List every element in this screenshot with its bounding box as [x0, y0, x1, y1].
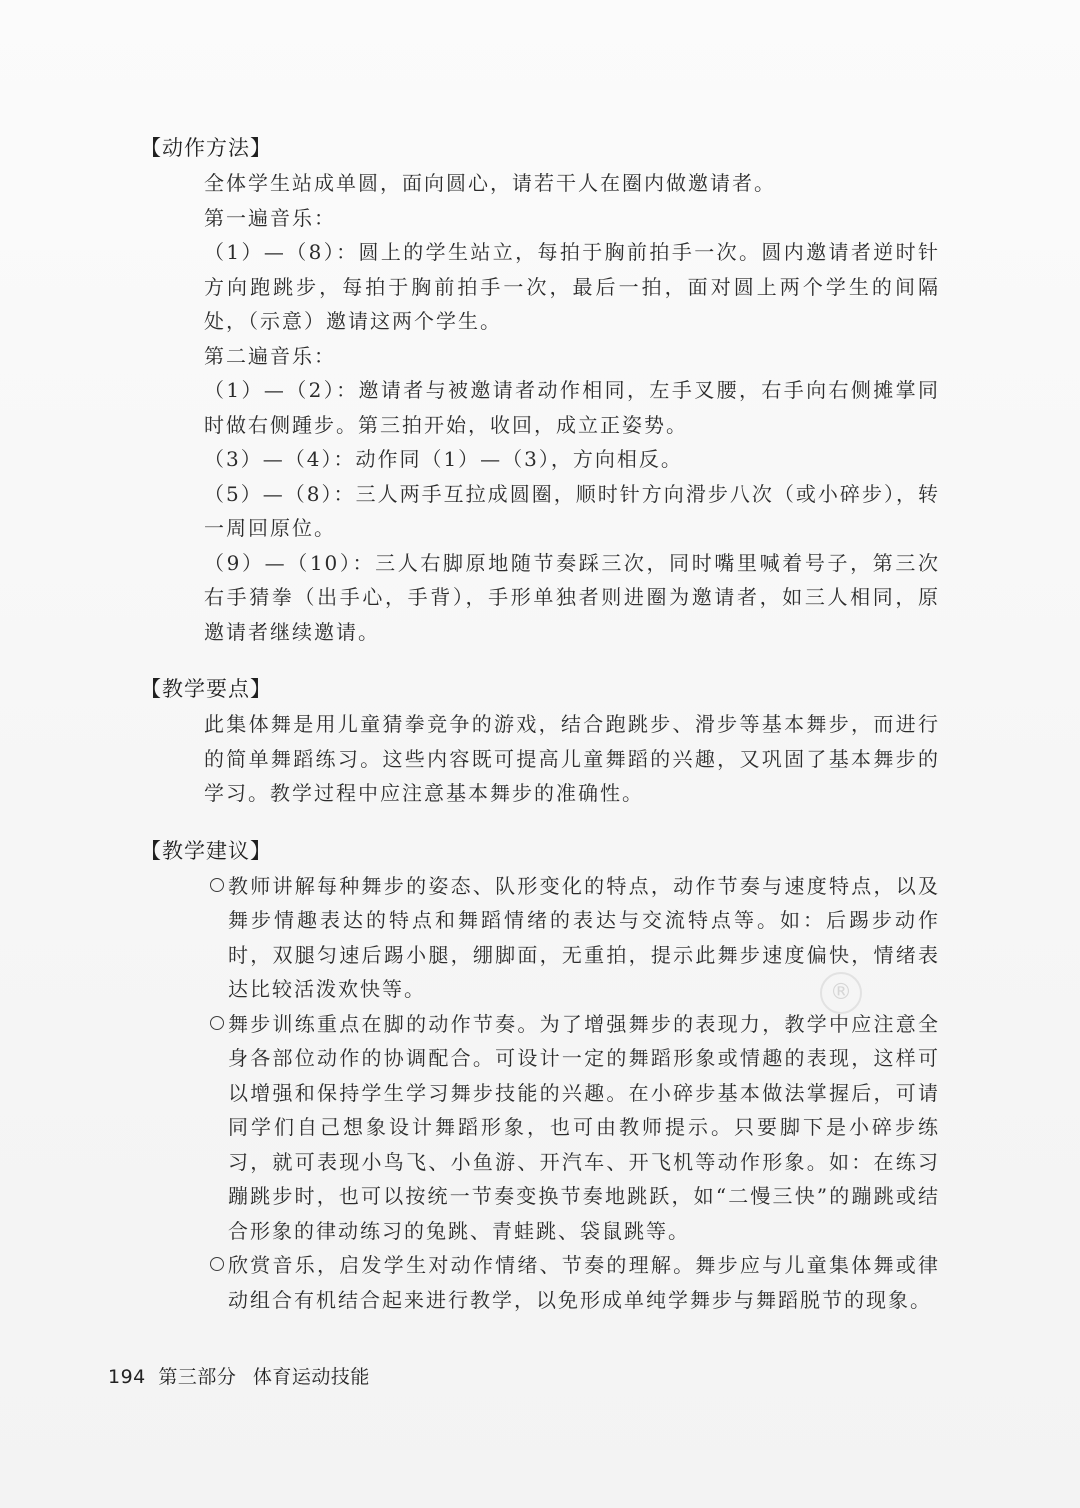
page-content: [140, 130, 940, 1339]
circle-bullet-icon: [210, 1257, 224, 1271]
section-key-points: [140, 671, 940, 811]
paragraph: 第二遍音乐：: [204, 343, 336, 368]
paragraph: （9）—（10）：三人右脚原地随节奏踩三次，同时嘴里喊着号子，第三次右手猜拳（出手心，手背），手形单独者则进圈为邀请者，如三人相同，原邀请者继续邀请。: [204, 550, 940, 644]
paragraph: （1）—（2）：邀请者与被邀请者动作相同，左手叉腰，右手向右侧摊掌同时做右侧踵步。第三拍开始，收回，成立正姿势。: [204, 378, 940, 437]
list-item-text: 欣赏音乐，启发学生对动作情绪、节奏的理解。舞步应与儿童集体舞或律动组合有机结合起来进行教学，以免形成单纯学舞步与舞蹈脱节的现象。: [228, 1253, 940, 1312]
list-item-text: 教师讲解每种舞步的姿态、队形变化的特点，动作节奏与速度特点，以及舞步情趣表达的特点和舞蹈情绪的表达与交流特点等。如：后踢步动作时，双腿匀速后踢小腿，绷脚面，无重拍，提示此舞步速度偏快，情绪表达比较活泼欢快等。: [228, 873, 940, 1001]
paragraph: 全体学生站成单圆，面向圆心，请若干人在圈内做邀请者。: [204, 171, 776, 195]
circle-bullet-icon: [210, 878, 224, 892]
list-item: [140, 1007, 940, 1249]
circle-bullet-icon: [210, 1016, 224, 1030]
paragraph: （3）—（4）：动作同（1）—（3），方向相反。: [204, 447, 683, 471]
paragraph: 此集体舞是用儿童猜拳竞争的游戏，结合跑跳步、滑步等基本舞步，而进行的简单舞蹈练习。这些内容既可提高儿童舞蹈的兴趣，又巩固了基本舞步的学习。教学过程中应注意基本舞步的准确性。: [204, 712, 940, 805]
section-heading-key-points: 【教学要点】: [140, 677, 272, 701]
list-item: [140, 1248, 940, 1317]
paragraph: 第一遍音乐：: [204, 205, 336, 230]
page-number: 194: [108, 1366, 146, 1388]
section-heading-suggestions: 【教学建议】: [140, 838, 272, 863]
section-suggestions: [140, 833, 940, 1318]
registered-trademark-watermark-icon: ®: [820, 972, 862, 1014]
paragraph: （1）—（8）：圆上的学生站立，每拍于胸前拍手一次。圆内邀请者逆时针方向跑跳步，每拍于胸前拍手一次，最后一拍，面对圆上两个学生的间隔处，（示意）邀请这两个学生。: [204, 240, 940, 333]
footer-part: 第三部分: [158, 1366, 237, 1388]
footer-title: 体育运动技能: [252, 1366, 370, 1388]
paragraph: （5）—（8）：三人两手互拉成圆圈，顺时针方向滑步八次（或小碎步），转一周回原位。: [204, 481, 940, 540]
page-footer: [108, 1362, 370, 1389]
list-item-text: 舞步训练重点在脚的动作节奏。为了增强舞步的表现力，教学中应注意全身各部位动作的协调配合。可设计一定的舞蹈形象或情趣的表现，这样可以增强和保持学生学习舞步技能的兴趣。在小碎步基本做法掌握后，可请同学们自己想象设计舞蹈形象，也可由教师提示。只要脚下是小碎步练习，就可表现小鸟飞、小鱼游、开汽车、开飞机等动作形象。如：在练习蹦跳步时，也可以按统一节奏变换节奏地跳跃，如“二慢三快”的蹦跳或结合形象的律动练习的兔跳、青蛙跳、袋鼠跳等。: [228, 1011, 940, 1243]
section-method: [140, 130, 940, 649]
section-heading-method: 【动作方法】: [140, 136, 272, 160]
